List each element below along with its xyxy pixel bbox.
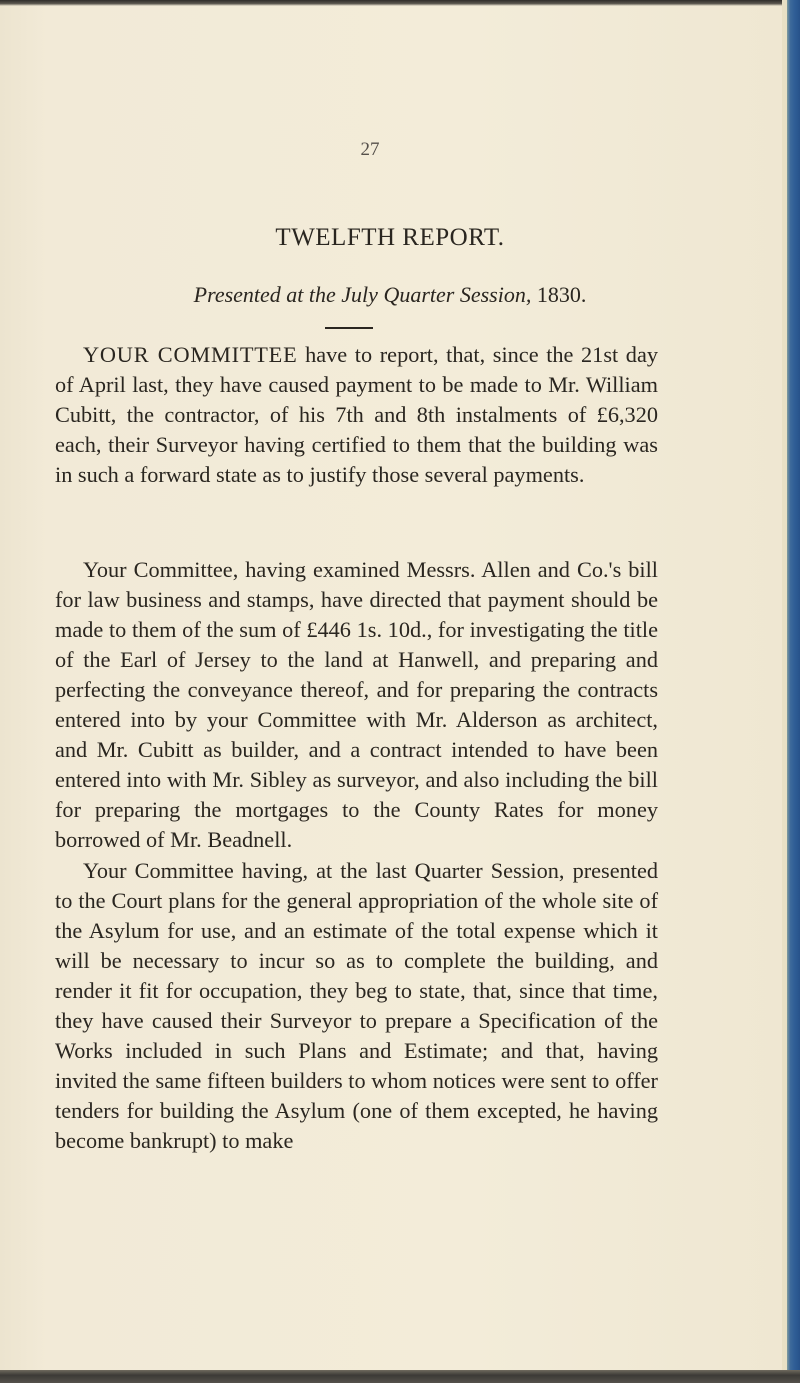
- title-rule: [325, 327, 373, 329]
- paragraph-text: Your Committee having, at the last Quarter Session, presented to the Court plans for the general appropriation of the whole site of the Asylum for use, and an estimate of the total expense which it will be necessary to incur so as to complete the building, and render it fit for occupation, they beg to state, that, since that time, they have caused their Surveyor to prepare a Specification of the Works included in such Plans and Estimate; and that, having invited the same fifteen builders to whom notices were sent to offer tenders for building the Asylum (one of them excepted, he having become bankrupt) to make: [55, 858, 658, 1153]
- page-top-shadow: [0, 0, 782, 6]
- subtitle-session: Presented at the July Quarter Session,: [193, 282, 532, 307]
- subtitle-year: 1830.: [531, 282, 587, 307]
- paragraph-1: [55, 340, 658, 490]
- book-cover-edge: [782, 0, 800, 1383]
- paragraph-2: [55, 555, 658, 855]
- page-number: 27: [360, 139, 380, 160]
- paragraph-text: have to report, that, since the 21st day of April last, they have caused payment to be made to Mr. William Cubitt, the contractor, of his 7th and 8th instalments of £6,320 each, their Surveyor having certified to them that the building was in such a forward state as to justify those several payments.: [55, 342, 659, 487]
- paragraph-3: [55, 856, 658, 1156]
- report-title: TWELFTH REPORT.: [275, 224, 505, 251]
- paragraph-lead: YOUR COMMITTEE: [83, 342, 298, 367]
- paragraph-text: Your Committee, having examined Messrs. Allen and Co.'s bill for law business and stamps, have directed that payment should be made to them of the sum of £446 1s. 10d., for investigating the title of the Earl of Jersey to the land at Hanwell, and preparing and perfecting the conveyance thereof, and for preparing the contracts entered into by your Committee with Mr. Alderson as architect, and Mr. Cubitt as builder, and a contract intended to have been entered into with Mr. Sibley as surveyor, and also including the bill for preparing the mortgages to the County Rates for money borrowed of Mr. Beadnell.: [55, 557, 658, 852]
- page-bottom-shadow: [0, 1370, 800, 1383]
- report-subtitle: [0, 282, 780, 308]
